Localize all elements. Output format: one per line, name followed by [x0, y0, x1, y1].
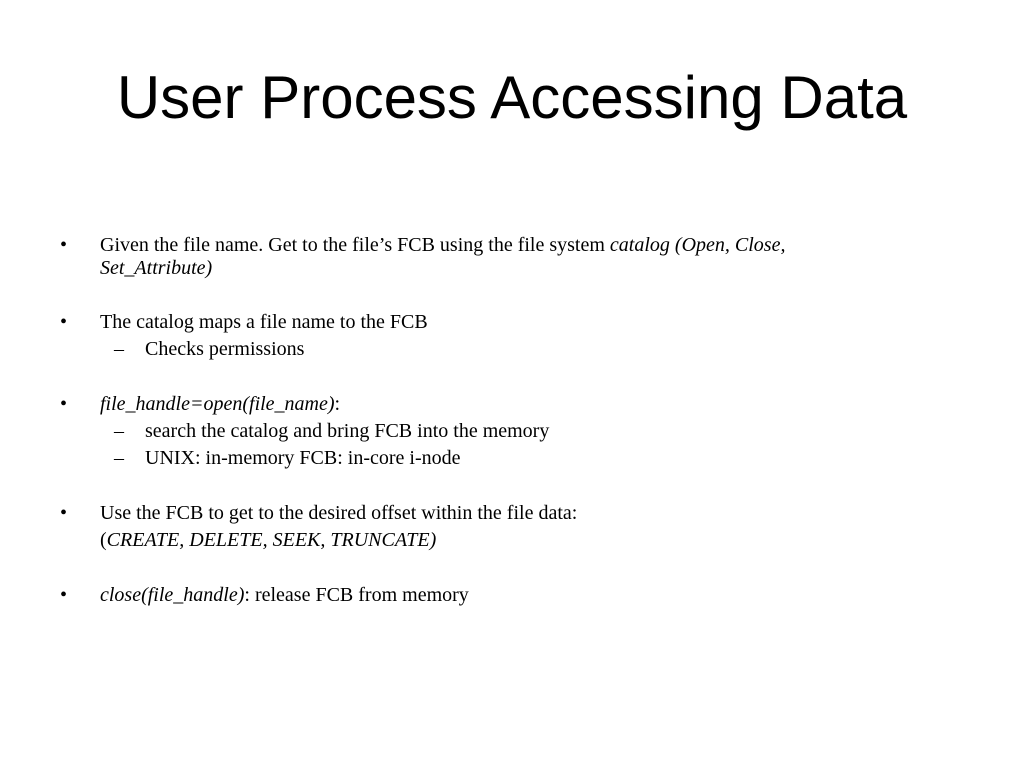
bullet-text: Use the FCB to get to the desired offset within the file data: — [100, 502, 578, 524]
bullet-marker: • — [60, 502, 68, 524]
sub-item-text: Checks permissions — [145, 338, 305, 360]
sub-item-text: UNIX: in-memory FCB: in-core i-node — [145, 447, 461, 469]
dash-marker: – — [114, 420, 124, 442]
bullet-marker: • — [60, 393, 68, 415]
bullet-text: Given the file name. Get to the file’s FCB using the file system catalog (Open, Close, — [100, 234, 786, 256]
bullet-marker: • — [60, 311, 68, 333]
slide-title: User Process Accessing Data — [116, 64, 908, 131]
bullet-marker: • — [60, 584, 68, 606]
dash-marker: – — [114, 447, 124, 469]
bullet-text-continuation: Set_Attribute) — [100, 257, 213, 279]
sub-item-text: search the catalog and bring FCB into the memory — [145, 420, 550, 442]
bullet-text: file_handle=open(file_name): — [100, 393, 341, 415]
bullet-text: close(file_handle): release FCB from memory — [100, 584, 469, 606]
bullet-marker: • — [60, 234, 68, 256]
bullet-text-continuation: (CREATE, DELETE, SEEK, TRUNCATE) — [100, 529, 437, 551]
dash-marker: – — [114, 338, 124, 360]
bullet-text: The catalog maps a file name to the FCB — [100, 311, 428, 333]
